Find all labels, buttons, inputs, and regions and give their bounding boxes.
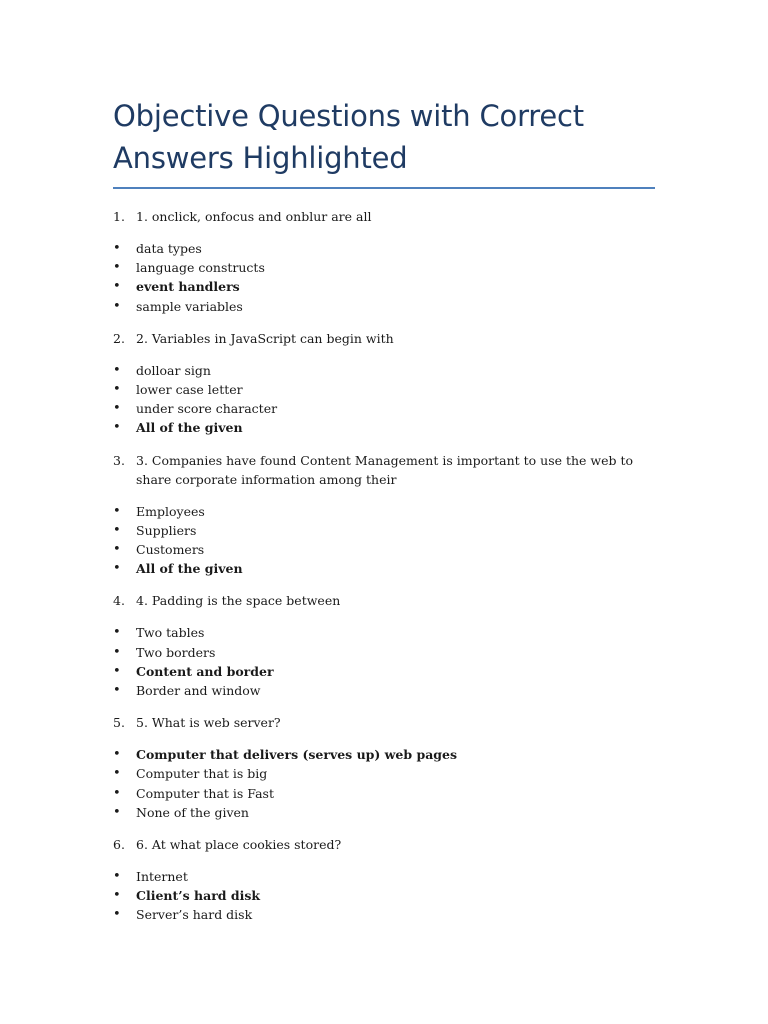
bullet-icon: • (113, 663, 121, 679)
answer-option (113, 867, 655, 886)
question-number: 3. (113, 452, 125, 468)
answer-text: language constructs (136, 260, 265, 276)
answer-text: Employees (136, 503, 205, 519)
answer-option (113, 905, 655, 924)
bullet-icon: • (113, 522, 121, 538)
answer-text: event handlers (136, 279, 240, 295)
answer-text: Computer that delivers (serves up) web pages (136, 747, 458, 763)
question-4 (113, 591, 655, 610)
answer-options (113, 745, 655, 822)
answer-text: lower case letter (136, 382, 243, 398)
question-list (113, 207, 655, 925)
answer-options (113, 867, 655, 925)
question-5 (113, 713, 655, 732)
bullet-icon: • (113, 625, 121, 641)
bullet-icon: • (113, 503, 121, 519)
answer-option (113, 258, 655, 277)
answer-options (113, 623, 655, 700)
answer-option (113, 643, 655, 662)
answer-options (113, 502, 655, 579)
bullet-icon: • (113, 279, 121, 295)
bullet-icon: • (113, 785, 121, 801)
bullet-icon: • (113, 362, 121, 378)
question-number: 2. (113, 330, 125, 346)
question-text: 4. Padding is the space between (136, 593, 341, 609)
title-underline (113, 187, 655, 189)
answer-option (113, 297, 655, 316)
question-6 (113, 835, 655, 854)
answer-option (113, 361, 655, 380)
answer-option-correct (113, 277, 655, 296)
bullet-icon: • (113, 298, 121, 314)
answer-options (113, 361, 655, 438)
answer-text: dolloar sign (136, 362, 211, 378)
bullet-icon: • (113, 888, 121, 904)
bullet-icon: • (113, 542, 121, 558)
question-text: 2. Variables in JavaScript can begin with (136, 330, 394, 346)
answer-text: sample variables (136, 298, 243, 314)
document-page (113, 95, 655, 938)
answer-option (113, 540, 655, 559)
answer-text: Server’s hard disk (136, 907, 253, 923)
question-text: 3. Companies have found Content Management is important to use the web to share corporate information among their (136, 452, 634, 487)
answer-text: data types (136, 241, 202, 256)
answer-text: Internet (136, 869, 188, 885)
bullet-icon: • (113, 869, 121, 885)
answer-text: Two borders (136, 644, 216, 660)
answer-option (113, 803, 655, 822)
answer-option (113, 502, 655, 521)
answer-option (113, 521, 655, 540)
bullet-icon: • (113, 241, 121, 256)
answer-text: under score character (136, 401, 278, 417)
answer-option (113, 681, 655, 700)
bullet-icon: • (113, 907, 121, 923)
question-2 (113, 329, 655, 348)
answer-text: Content and border (136, 663, 274, 679)
bullet-icon: • (113, 766, 121, 782)
answer-option (113, 764, 655, 783)
answer-text: Customers (136, 542, 205, 558)
answer-option (113, 239, 655, 258)
answer-option-correct (113, 662, 655, 681)
answer-options (113, 239, 655, 316)
bullet-icon: • (113, 561, 121, 577)
question-3 (113, 451, 655, 489)
bullet-icon: • (113, 683, 121, 699)
bullet-icon: • (113, 260, 121, 276)
bullet-icon: • (113, 804, 121, 820)
answer-option-correct (113, 559, 655, 578)
answer-text: Computer that is big (136, 766, 268, 782)
answer-option-correct (113, 886, 655, 905)
answer-text: Border and window (136, 683, 261, 699)
answer-text: All of the given (136, 561, 243, 577)
answer-text: Two tables (136, 625, 205, 641)
answer-option (113, 399, 655, 418)
question-1 (113, 207, 655, 226)
answer-option-correct (113, 418, 655, 437)
question-number: 6. (113, 837, 125, 853)
bullet-icon: • (113, 747, 121, 763)
answer-option-correct (113, 745, 655, 764)
answer-text: Suppliers (136, 522, 197, 538)
document-title: Objective Questions with Correct Answers Highlighted (113, 99, 584, 175)
question-text: 5. What is web server? (136, 715, 281, 731)
question-number: 1. (113, 209, 125, 224)
bullet-icon: • (113, 382, 121, 398)
question-number: 4. (113, 593, 125, 609)
answer-text: Computer that is Fast (136, 785, 274, 801)
answer-option (113, 380, 655, 399)
answer-text: None of the given (136, 804, 249, 820)
bullet-icon: • (113, 644, 121, 660)
answer-option (113, 784, 655, 803)
bullet-icon: • (113, 401, 121, 417)
question-text: 6. At what place cookies stored? (136, 837, 342, 853)
bullet-icon: • (113, 420, 121, 436)
answer-option (113, 623, 655, 642)
question-text: 1. onclick, onfocus and onblur are all (136, 209, 372, 224)
answer-text: All of the given (136, 420, 243, 436)
answer-text: Client’s hard disk (136, 888, 261, 904)
question-number: 5. (113, 715, 125, 731)
